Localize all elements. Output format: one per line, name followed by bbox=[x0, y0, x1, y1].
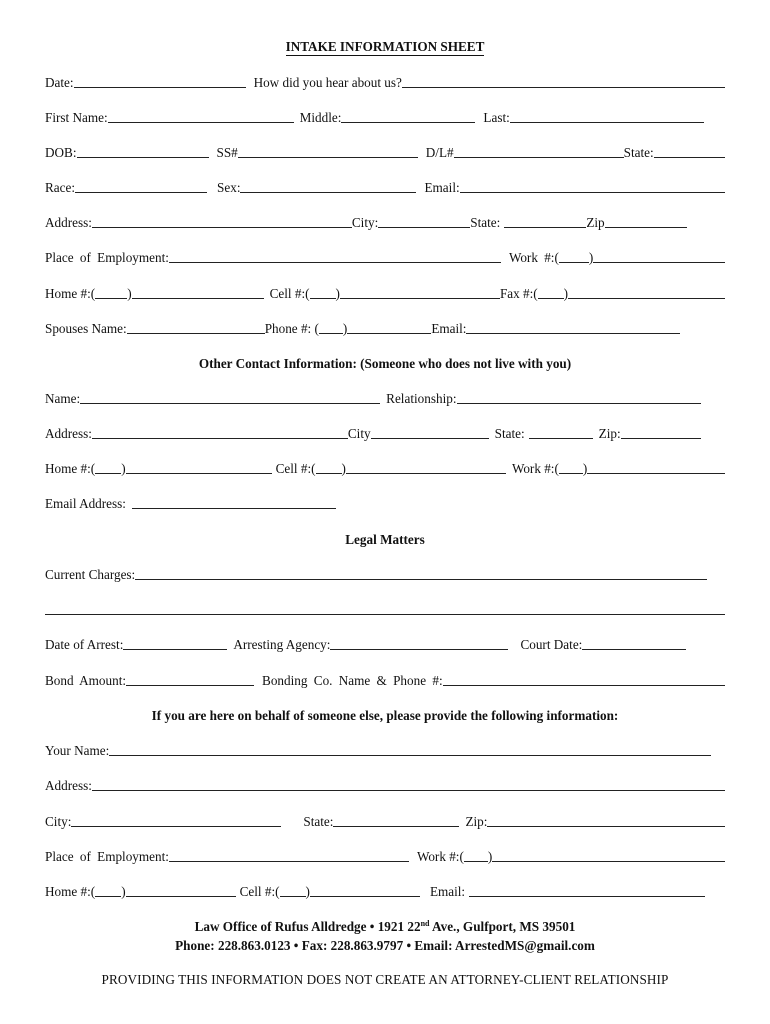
contact-state-field[interactable] bbox=[529, 424, 593, 439]
contact-name-label: Name: bbox=[45, 391, 81, 406]
cell-label: Cell #:( bbox=[269, 286, 310, 301]
contact-home-number-field[interactable] bbox=[126, 459, 272, 474]
state-field-2[interactable] bbox=[504, 213, 586, 228]
fax-label: Fax #:( bbox=[499, 286, 538, 301]
row-your-name bbox=[45, 739, 725, 759]
cell-number-field[interactable] bbox=[340, 284, 500, 299]
your-home-area-field[interactable] bbox=[95, 882, 121, 897]
middle-label: Middle: bbox=[299, 110, 342, 125]
footer-contact-row bbox=[45, 934, 725, 954]
your-state-field[interactable] bbox=[333, 812, 459, 827]
your-employment-field[interactable] bbox=[169, 847, 409, 862]
other-contact-heading-row bbox=[45, 352, 725, 372]
row-current-charges bbox=[45, 563, 725, 583]
spouse-email-label: Email: bbox=[431, 321, 467, 336]
address-field[interactable] bbox=[92, 213, 352, 228]
row-contact-phones: Home #:( ) Cell #:( ) Work #:( ) bbox=[45, 457, 725, 477]
row-dob bbox=[45, 141, 725, 161]
contact-zip-label: Zip: bbox=[598, 426, 621, 441]
current-charges-field[interactable] bbox=[135, 565, 707, 580]
row-employment: Place of Employment: Work #:( ) bbox=[45, 246, 725, 266]
contact-state-label: State: bbox=[494, 426, 525, 441]
other-contact-heading: Other Contact Information: (Someone who does not live with you) bbox=[198, 356, 572, 371]
city-label: City: bbox=[351, 215, 379, 230]
current-charges-field-2[interactable] bbox=[45, 600, 725, 615]
race-field[interactable] bbox=[75, 178, 207, 193]
date-field[interactable] bbox=[74, 73, 246, 88]
title-row bbox=[45, 36, 725, 56]
your-address-field[interactable] bbox=[92, 776, 725, 791]
last-label: Last: bbox=[483, 110, 510, 125]
row-phones: Home #:( ) Cell #:( ) Fax #:( ) bbox=[45, 282, 725, 302]
sex-label: Sex: bbox=[217, 180, 241, 195]
your-state-label: State: bbox=[303, 814, 334, 829]
contact-work-label: Work #:( bbox=[511, 461, 559, 476]
row-bond bbox=[45, 669, 725, 689]
your-city-label: City: bbox=[45, 814, 72, 829]
spouse-email-field[interactable] bbox=[466, 319, 680, 334]
contact-work-area-field[interactable] bbox=[559, 459, 583, 474]
first-name-label: First Name: bbox=[45, 110, 108, 125]
your-cell-number-field[interactable] bbox=[310, 882, 420, 897]
contact-address-field[interactable] bbox=[92, 424, 348, 439]
race-label: Race: bbox=[45, 180, 76, 195]
footer-contact: Phone: 228.863.0123 • Fax: 228.863.9797 • Email: ArrestedMS@gmail.com bbox=[175, 938, 595, 953]
home-label: Home #:( bbox=[45, 286, 96, 301]
cell-area-field[interactable] bbox=[310, 284, 336, 299]
contact-email-label: Email Address: bbox=[45, 496, 126, 511]
sex-field[interactable] bbox=[240, 178, 416, 193]
office-address-start: Law Office of Rufus Alldredge • 1921 22 bbox=[194, 919, 421, 934]
row-current-charges-cont bbox=[45, 598, 725, 618]
state-label-2: State: bbox=[470, 215, 501, 230]
middle-field[interactable] bbox=[341, 108, 475, 123]
your-name-field[interactable] bbox=[109, 741, 711, 756]
row-contact-email bbox=[45, 492, 725, 512]
home-number-field[interactable] bbox=[132, 284, 264, 299]
dob-label: DOB: bbox=[45, 145, 77, 160]
row-name bbox=[45, 106, 725, 126]
city-field[interactable] bbox=[378, 213, 470, 228]
legal-heading-row bbox=[45, 528, 725, 548]
place-employment-label: Place of Employment: bbox=[45, 250, 169, 265]
contact-zip-field[interactable] bbox=[621, 424, 701, 439]
work-label: Work #:( bbox=[508, 250, 559, 265]
spouses-name-label: Spouses Name: bbox=[45, 321, 127, 336]
contact-cell-label: Cell #:( bbox=[275, 461, 316, 476]
behalf-heading-row bbox=[45, 704, 725, 724]
legal-heading: Legal Matters bbox=[345, 532, 425, 547]
row-your-city bbox=[45, 810, 725, 830]
footer-notice-row bbox=[45, 968, 725, 988]
arresting-agency-label: Arresting Agency: bbox=[233, 637, 331, 652]
contact-home-area-field[interactable] bbox=[95, 459, 121, 474]
first-name-field[interactable] bbox=[108, 108, 294, 123]
footer-notice: PROVIDING THIS INFORMATION DOES NOT CREATE AN ATTORNEY-CLIENT RELATIONSHIP bbox=[101, 972, 669, 987]
contact-cell-area-field[interactable] bbox=[316, 459, 342, 474]
bonding-co-label: Bonding Co. Name & Phone #: bbox=[262, 673, 443, 688]
bonding-co-field[interactable] bbox=[443, 671, 725, 686]
your-city-field[interactable] bbox=[71, 812, 281, 827]
state-label: State: bbox=[623, 145, 654, 160]
your-work-area-field[interactable] bbox=[464, 847, 488, 862]
email-field[interactable] bbox=[460, 178, 725, 193]
row-spouse: Spouses Name: Phone #: ( ) Email: bbox=[45, 317, 725, 337]
your-home-label: Home #:( bbox=[45, 884, 96, 899]
contact-email-field[interactable] bbox=[132, 494, 336, 509]
court-date-field[interactable] bbox=[582, 635, 686, 650]
spouses-name-field[interactable] bbox=[127, 319, 265, 334]
last-field[interactable] bbox=[510, 108, 704, 123]
relationship-label: Relationship: bbox=[386, 391, 457, 406]
contact-city-field[interactable] bbox=[371, 424, 489, 439]
bond-amount-field[interactable] bbox=[126, 671, 254, 686]
row-contact-address bbox=[45, 422, 725, 442]
place-employment-field[interactable] bbox=[169, 248, 501, 263]
date-label: Date: bbox=[45, 75, 74, 90]
your-name-label: Your Name: bbox=[45, 743, 110, 758]
work-number-field[interactable] bbox=[593, 248, 725, 263]
footer-office bbox=[195, 919, 576, 935]
fax-area-field[interactable] bbox=[538, 284, 564, 299]
row-your-address bbox=[45, 774, 725, 794]
row-contact-name bbox=[45, 387, 725, 407]
spouse-phone-area-field[interactable] bbox=[319, 319, 343, 334]
row-race bbox=[45, 176, 725, 196]
contact-address-label: Address: bbox=[45, 426, 92, 441]
contact-home-label: Home #:( bbox=[45, 461, 96, 476]
zip-label: Zip bbox=[586, 215, 605, 230]
contact-city-label: City bbox=[347, 426, 371, 441]
your-employment-label: Place of Employment: bbox=[45, 849, 169, 864]
arresting-agency-field[interactable] bbox=[330, 635, 508, 650]
spouse-phone-number-field[interactable] bbox=[347, 319, 431, 334]
row-your-phones: Home #:( ) Cell #:( ) Email: bbox=[45, 880, 725, 900]
row-arrest bbox=[45, 633, 725, 653]
current-charges-label: Current Charges: bbox=[45, 567, 136, 582]
your-home-number-field[interactable] bbox=[126, 882, 236, 897]
ss-field[interactable] bbox=[238, 143, 418, 158]
row-your-employment: Place of Employment: Work #:( ) bbox=[45, 845, 725, 865]
address-label: Address: bbox=[45, 215, 92, 230]
office-address-end: Ave., Gulfport, MS 39501 bbox=[429, 919, 576, 934]
fax-number-field[interactable] bbox=[568, 284, 725, 299]
home-area-field[interactable] bbox=[95, 284, 127, 299]
date-of-arrest-label: Date of Arrest: bbox=[45, 637, 124, 652]
contact-cell-number-field[interactable] bbox=[346, 459, 506, 474]
ss-label: SS# bbox=[216, 145, 238, 160]
your-work-label: Work #:( bbox=[416, 849, 464, 864]
your-email-field[interactable] bbox=[469, 882, 705, 897]
your-address-label: Address: bbox=[45, 778, 92, 793]
how-heard-field[interactable] bbox=[402, 73, 725, 88]
dl-field[interactable] bbox=[454, 143, 624, 158]
row-date bbox=[45, 71, 725, 91]
state-field[interactable] bbox=[654, 143, 725, 158]
email-label: Email: bbox=[424, 180, 460, 195]
dob-field[interactable] bbox=[77, 143, 209, 158]
court-date-label: Court Date: bbox=[520, 637, 583, 652]
contact-work-number-field[interactable] bbox=[587, 459, 725, 474]
row-address bbox=[45, 211, 725, 231]
form-title: INTAKE INFORMATION SHEET bbox=[285, 39, 485, 54]
date-of-arrest-field[interactable] bbox=[123, 635, 227, 650]
bond-amount-label: Bond Amount: bbox=[45, 673, 127, 688]
contact-name-field[interactable] bbox=[80, 389, 380, 404]
spouse-phone-label: Phone #: ( bbox=[264, 321, 319, 336]
your-email-label: Email: bbox=[429, 884, 466, 899]
how-heard-label: How did you hear about us? bbox=[253, 75, 402, 90]
office-address-suffix: nd bbox=[420, 919, 430, 928]
work-area-field[interactable] bbox=[559, 248, 589, 263]
relationship-field[interactable] bbox=[457, 389, 701, 404]
your-zip-label: Zip: bbox=[465, 814, 488, 829]
behalf-heading: If you are here on behalf of someone else, please provide the following information: bbox=[151, 708, 619, 723]
your-cell-area-field[interactable] bbox=[280, 882, 306, 897]
dl-label: D/L# bbox=[425, 145, 454, 160]
zip-field[interactable] bbox=[605, 213, 687, 228]
your-cell-label: Cell #:( bbox=[239, 884, 280, 899]
your-work-number-field[interactable] bbox=[492, 847, 725, 862]
your-zip-field[interactable] bbox=[487, 812, 725, 827]
footer-office-row bbox=[45, 915, 725, 935]
